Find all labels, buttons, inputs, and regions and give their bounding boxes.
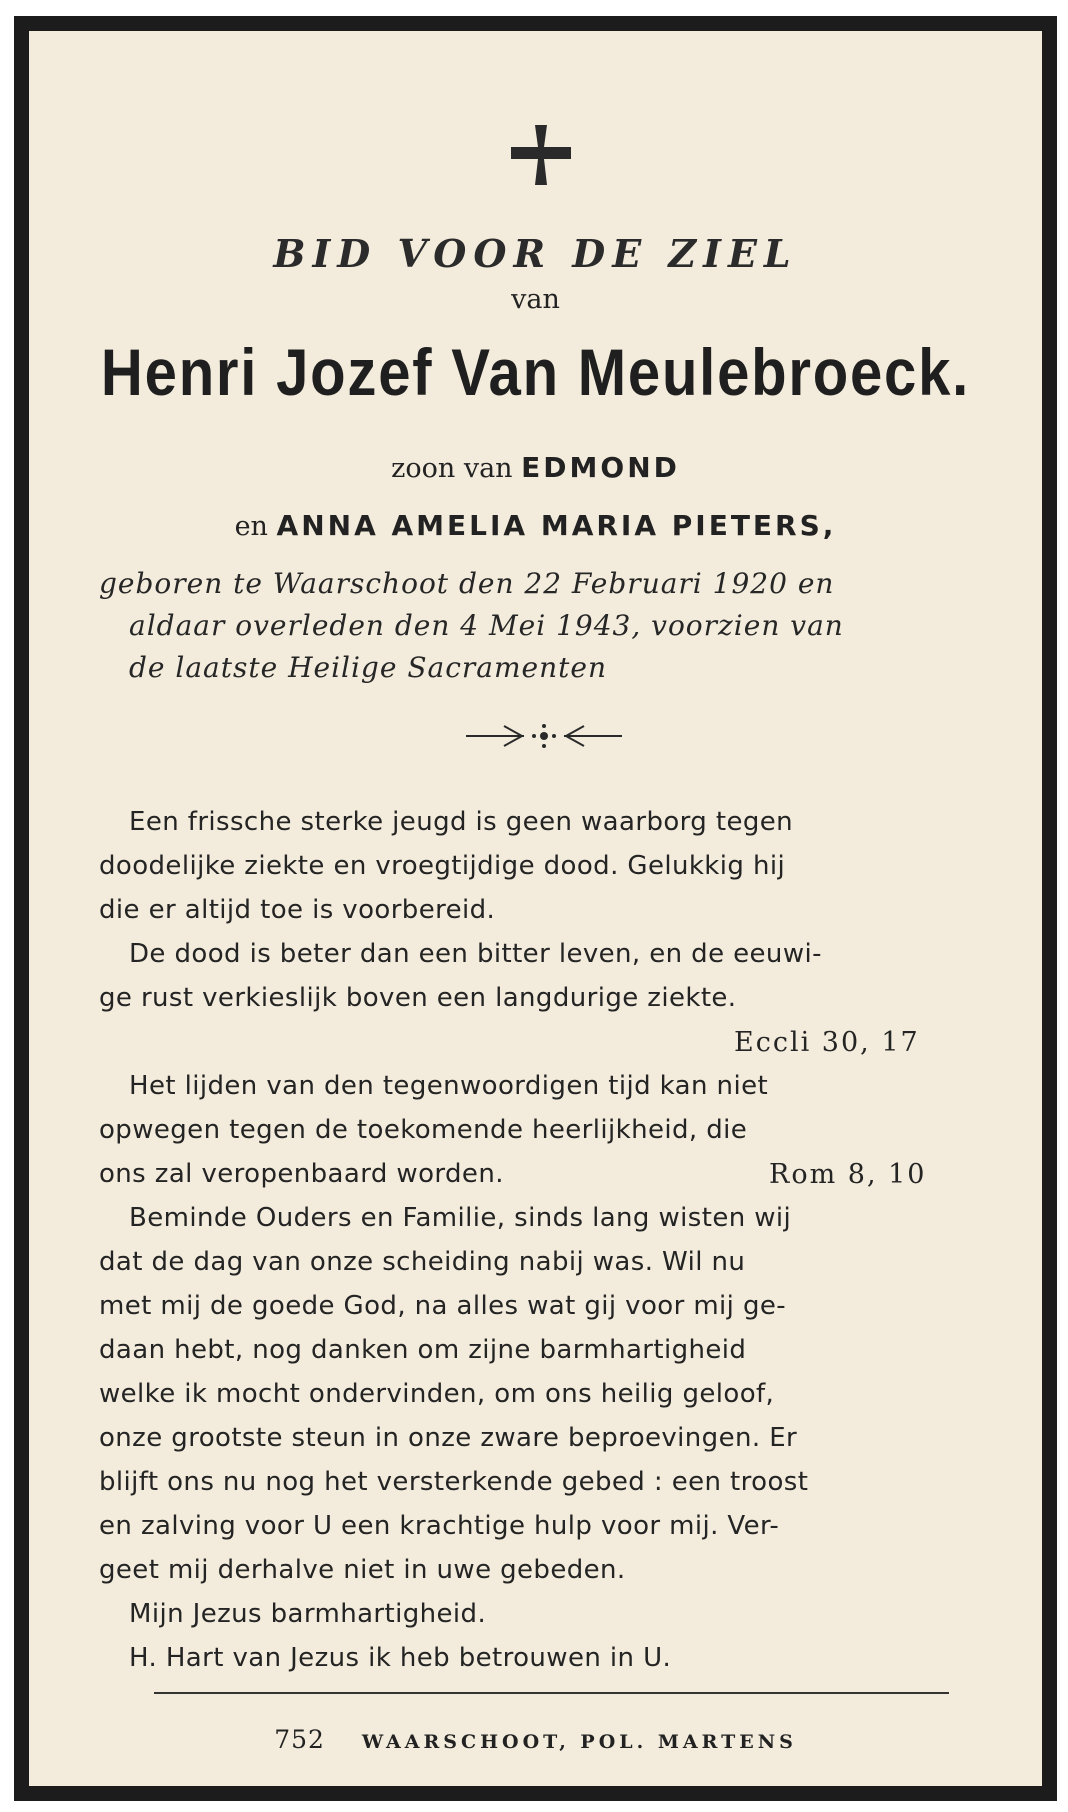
printer-name: WAARSCHOOT, POL. MARTENS (361, 1731, 797, 1753)
text-line: De dood is beter dan een bitter leven, en de eeuwi- (129, 939, 822, 969)
text-line: met mij de goede God, na alles wat gij voor mij ge- (99, 1291, 787, 1321)
text-line: ons zal veropenbaard worden. (99, 1159, 504, 1189)
cross-icon (509, 123, 573, 187)
text-line: die er altijd toe is voorbereid. (99, 895, 496, 925)
text-line: Mijn Jezus barmhartigheid. (129, 1599, 487, 1629)
text-line: geet mij derhalve niet in uwe gebeden. (99, 1555, 626, 1585)
text-line: dat de dag van onze scheiding nabij was. Wil nu (99, 1247, 746, 1277)
and-label: en (234, 511, 268, 542)
mother-name: ANNA AMELIA MARIA PIETERS, (276, 509, 837, 542)
text-line: doodelijke ziekte en vroegtijdige dood. Gelukkig hij (99, 851, 786, 881)
reference-eccli: Eccli 30, 17 (734, 1027, 920, 1058)
birth-line-3: de laatste Heilige Sacramenten (129, 651, 607, 684)
text-line: Beminde Ouders en Familie, sinds lang wisten wij (129, 1203, 792, 1233)
text-line: en zalving voor U een krachtige hulp voor mij. Ver- (99, 1511, 780, 1541)
printer-line (29, 1725, 1042, 1754)
father-line (29, 451, 1042, 484)
text-line: H. Hart van Jezus ik heb betrouwen in U. (129, 1643, 672, 1673)
ornament-divider-icon (464, 721, 624, 751)
memorial-card (14, 16, 1057, 1801)
van-label: van (511, 284, 560, 315)
text-line: Het lijden van den tegenwoordigen tijd kan niet (129, 1071, 769, 1101)
text-line: onze grootste steun in onze zware beproevingen. Er (99, 1423, 798, 1453)
father-name: EDMOND (521, 451, 680, 484)
reference-rom: Rom 8, 10 (769, 1159, 927, 1190)
text-line: Een frissche sterke jeugd is geen waarborg tegen (129, 807, 794, 837)
text-line: ge rust verkieslijk boven een langdurige ziekte. (99, 983, 737, 1013)
mother-line (29, 509, 1042, 542)
text-line: welke ik mocht ondervinden, om ons heilig geloof, (99, 1379, 775, 1409)
prayer-heading: BID VOOR DE ZIEL (273, 231, 798, 276)
card-number: 752 (274, 1725, 325, 1754)
text-line: opwegen tegen de toekomende heerlijkheid, die (99, 1115, 748, 1145)
birth-line-1: geboren te Waarschoot den 22 Februari 1920 en (99, 567, 835, 600)
footer-rule (154, 1692, 949, 1694)
birth-line-2: aldaar overleden den 4 Mei 1943, voorzien van (129, 609, 844, 642)
text-line: blijft ons nu nog het versterkende gebed : een troost (99, 1467, 809, 1497)
deceased-name: Henri Jozef Van Meulebroeck. (100, 335, 971, 409)
text-line: daan hebt, nog danken om zijne barmhartigheid (99, 1335, 747, 1365)
son-of-label: zoon van (391, 453, 513, 484)
